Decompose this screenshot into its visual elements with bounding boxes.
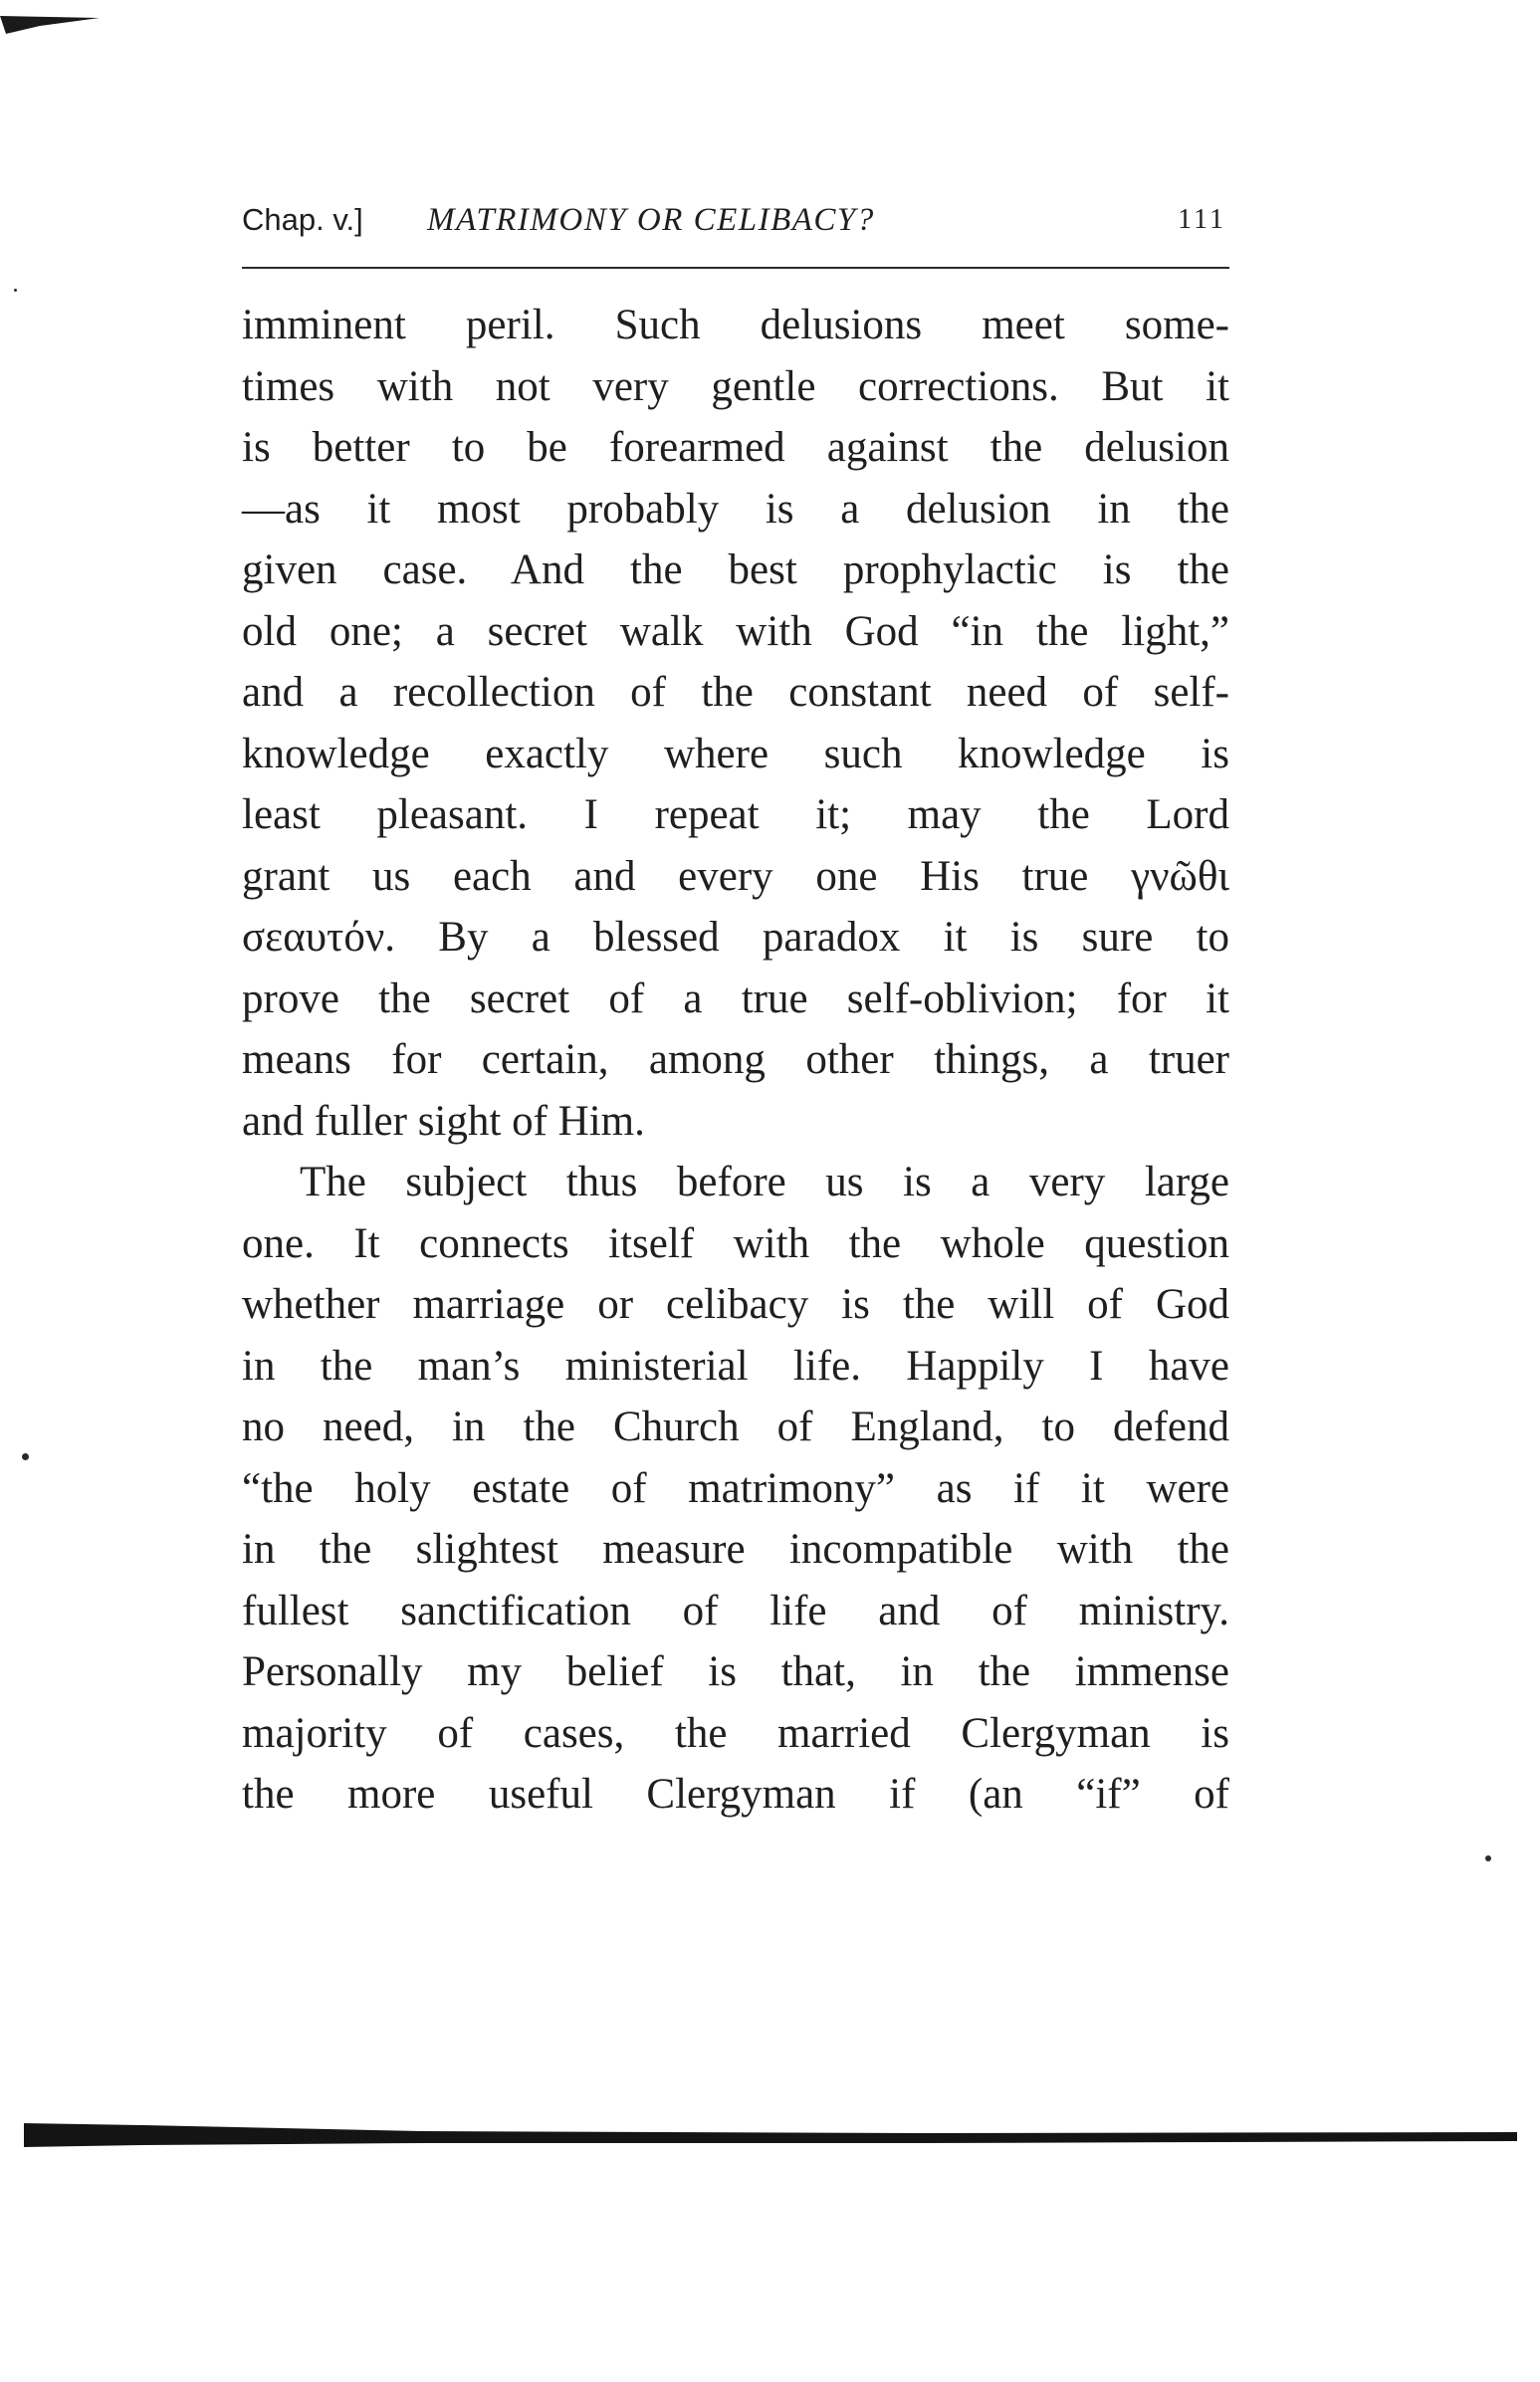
text-line: whether marriage or celibacy is the will of God xyxy=(242,1281,1229,1328)
text-line: no need, in the Church of England, to defend xyxy=(242,1404,1229,1450)
scan-speck xyxy=(22,1453,29,1460)
text-line: majority of cases, the married Clergyman is xyxy=(242,1709,1229,1757)
running-title: MATRIMONY OR CELIBACY? xyxy=(427,202,875,238)
text-line: —as it most probably is a delusion in the xyxy=(242,485,1229,533)
scan-corner-mark xyxy=(0,14,100,36)
body-text xyxy=(242,295,1229,1826)
text-line: and a recollection of the constant need of self- xyxy=(242,669,1229,716)
text-line: the more useful Clergyman if (an “if” of xyxy=(242,1771,1229,1818)
scan-speck xyxy=(1485,1855,1491,1861)
text-line: grant us each and every one His true γνῶθι xyxy=(242,852,1229,900)
text-line: least pleasant. I repeat it; may the Lord xyxy=(242,791,1229,838)
text-line: one. It connects itself with the whole question xyxy=(242,1219,1229,1267)
header-rule xyxy=(242,267,1229,269)
text-line: prove the secret of a true self-oblivion; for it xyxy=(242,974,1229,1022)
text-line: given case. And the best prophylactic is the xyxy=(242,546,1229,593)
text-line: fullest sanctification of life and of ministry. xyxy=(242,1587,1229,1634)
text-line: is better to be forearmed against the delusion xyxy=(242,424,1229,471)
text-line: knowledge exactly where such knowledge is xyxy=(242,730,1229,777)
page-number: 111 xyxy=(1178,204,1226,235)
text-line: Personally my belief is that, in the immense xyxy=(242,1648,1229,1695)
text-line: “the holy estate of matrimony” as if it were xyxy=(242,1464,1229,1512)
chapter-label: Chap. v.] xyxy=(242,202,363,237)
text-line: imminent peril. Such delusions meet some- xyxy=(242,302,1229,348)
text-line: in the slightest measure incompatible with the xyxy=(242,1526,1229,1573)
paragraph-start-line: The subject thus before us is a very large xyxy=(300,1159,1229,1205)
text-line: σεαυτόν. By a blessed paradox it is sure to xyxy=(242,914,1229,961)
running-header xyxy=(242,195,1232,245)
text-line: and fuller sight of Him. xyxy=(242,1097,645,1145)
text-line: times with not very gentle corrections. But it xyxy=(242,362,1229,410)
text-line: means for certain, among other things, a truer xyxy=(242,1036,1229,1083)
text-line: old one; a secret walk with God “in the light,” xyxy=(242,607,1229,655)
scan-bottom-bar xyxy=(24,2115,1517,2155)
text-line: in the man’s ministerial life. Happily I have xyxy=(242,1342,1229,1390)
scan-speck xyxy=(14,289,17,292)
